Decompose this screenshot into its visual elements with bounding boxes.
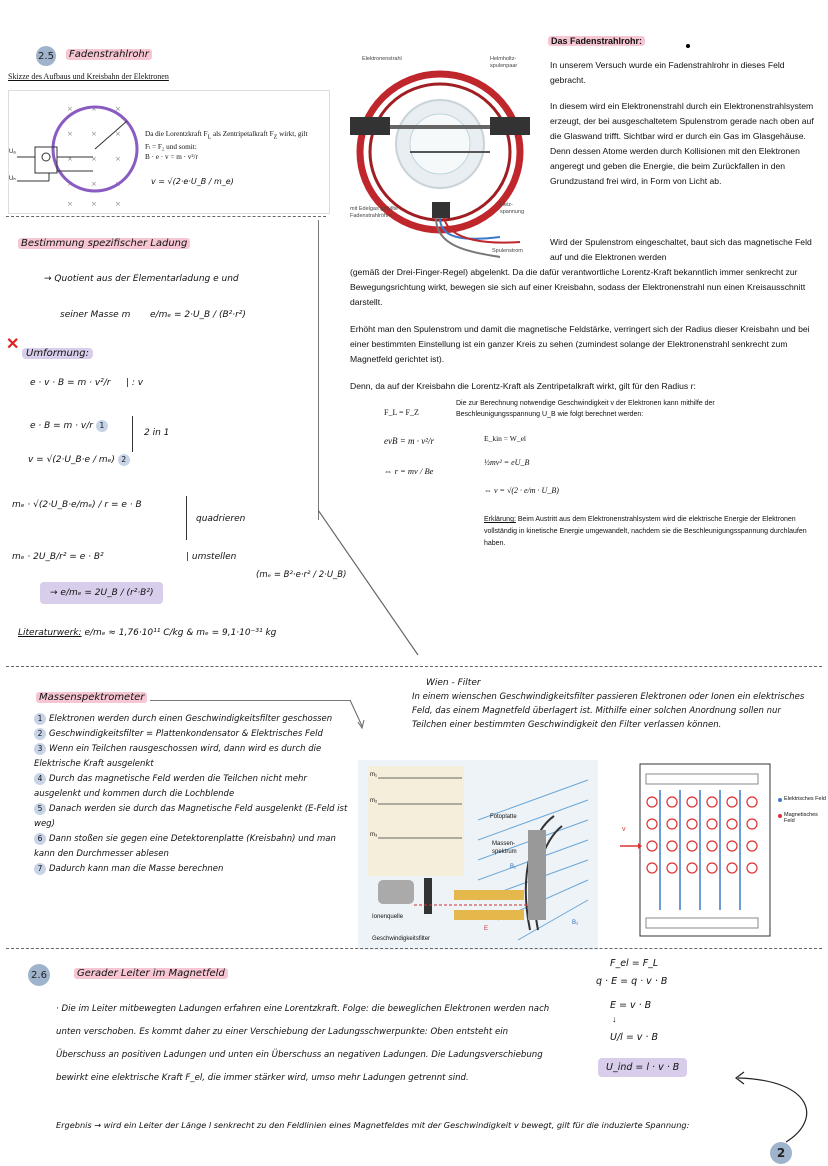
fadenstrahlrohr-diagram	[340, 52, 535, 262]
svg-text:×: ×	[91, 155, 97, 163]
eq-bracket	[132, 416, 133, 452]
sketch-caption: Skizze des Aufbaus und Kreisbahn der Elektronen	[8, 72, 169, 81]
leiter-f1: F_el = F_L	[610, 958, 659, 969]
leiter-f4: U/l = v · B	[610, 1032, 658, 1043]
eq-4-bar	[186, 496, 187, 540]
eq-4-note: quadrieren	[196, 514, 246, 524]
massenspektrometer-figure	[358, 760, 598, 950]
label-m1: m₁	[370, 772, 378, 778]
eq-1: e · v · B = m · v²/r	[30, 378, 111, 388]
vertical-divider	[318, 220, 319, 520]
label-ua: Uₐ	[9, 149, 16, 155]
page-number: 2	[770, 1142, 792, 1164]
massenspektrometer-svg	[358, 760, 598, 950]
leiter-title: Gerader Leiter im Magnetfeld	[74, 968, 228, 979]
formula-evb: evB = m · v²/r	[384, 436, 435, 446]
svg-text:×: ×	[115, 180, 121, 188]
formula-half-mv2: ½mv² = eU_B	[484, 458, 530, 467]
velocity-note: Die zur Berechnung notwendige Geschwindigkeit v der Elektronen kann mithilfe der Beschleunigungsspannung U_B wie folgt berechnet werden:	[456, 400, 715, 418]
list-item: 7 Dadurch kann man die Masse berechnen	[34, 862, 354, 877]
leiter-paragraph: · Die im Leiter mitbewegten Ladungen erfahren eine Lorentzkraft. Folge: die beweglichen Elektronen werden nach unten verschoben. Es kommt daher zu einer Verschiebung der Ladungsschwerpunkte: Oben entsteht ein Überschuss an positiven Ladungen und unten ein Überschuss an negativen Ladungen. Die Ladungsverschiebung bewirkt eine elektrische Kraft F_el, die immer stärker wird, umso mehr Ladungen getrennt sind.	[56, 1004, 550, 1083]
list-item: 6 Dann stoßen sie gegen eine Detektorenplatte (Kreisbahn) und man kann den Durchmesser ablesen	[34, 834, 336, 859]
svg-text:×: ×	[91, 130, 97, 138]
spez-line2a: seiner Masse m	[60, 310, 131, 320]
eq-1-note: | : v	[126, 378, 144, 388]
eq-6-result: → e/mₑ = 2U_B / (r²·B²)	[40, 582, 163, 604]
label-fotoplatte: Fotoplatte	[490, 814, 517, 820]
label-m3: m₃	[370, 832, 378, 838]
divider-3	[6, 948, 822, 949]
formula-v: ⇔ v = √(2 · e/m · U_B)	[484, 486, 559, 495]
svg-text:×: ×	[91, 180, 97, 188]
fadenstrahlrohr-svg	[340, 52, 535, 262]
down-arrow-icon: ↓	[612, 1014, 617, 1024]
section-badge-2-6: 2.6	[28, 964, 50, 986]
label-v: v	[622, 826, 626, 833]
divider-diagonal	[318, 510, 428, 660]
sketch-formula-v: v = √(2·e·U_B / m_e)	[151, 177, 234, 186]
section-title-fadenstrahlrohr: Fadenstrahlrohr	[66, 49, 152, 60]
para-3a: Wird der Spulenstrom eingeschaltet, baut sich das magnetische Feld auf und die Elektronen werden	[550, 237, 812, 262]
svg-text:×: ×	[67, 180, 73, 188]
label-e: E	[484, 926, 489, 932]
label-heizspannung: Heiz-spannung	[500, 202, 525, 215]
massen-title: Massenspektrometer	[36, 692, 147, 703]
list-item: 5 Danach werden sie durch das Magnetische Feld ausgelenkt (E-Feld ist weg)	[34, 804, 348, 829]
para-2: In diesem wird ein Elektronenstrahl durch ein Elektronenstrahlsystem erzeugt, der bei ausgeschaltetem Spulenstrom gerade nach oben auf die Glaswand trifft. Sichtbar wird er durch ein Gas im Glasgehäuse. Denn dessen Atome werden durch Kollisionen mit den Elektronen angeregt und geben die Energie, die beim Zurückfallen in den Grundzustand frei wird, in Form von Licht ab.	[550, 101, 814, 186]
svg-text:×: ×	[115, 105, 121, 113]
massen-list	[34, 712, 354, 877]
sketch-figure	[8, 90, 330, 214]
para-5: Denn, da auf der Kreisbahn die Lorentz-Kraft als Zentripetalkraft wirkt, gilt für den Radius r:	[350, 381, 696, 391]
label-uh: Uₕ	[9, 176, 16, 182]
svg-text:×: ×	[115, 130, 121, 138]
label-massenspektrum: Massen-spektrum	[492, 841, 517, 855]
label-helmholtz: Helmholtz-spulenpaar	[490, 56, 518, 69]
list-item: 4 Durch das magnetische Feld werden die Teilchen nicht mehr ausgelenkt und kommen durch die Lochblende	[34, 774, 307, 799]
section-badge-2-5: 2.5	[36, 46, 56, 66]
leiter-result: Ergebnis → wird ein Leiter der Länge l senkrecht zu den Feldlinien eines Magnetfeldes mit der Geschwindigkeit v bewegt, gilt für die induzierte Spannung:	[56, 1120, 690, 1130]
wien-title: Wien - Filter	[426, 678, 481, 688]
list-item: 2 Geschwindigkeitsfilter = Plattenkondensator & Elektrisches Feld	[34, 727, 354, 742]
eq-5: mₑ · 2U_B/r² = e · B²	[12, 552, 104, 562]
divider-2	[6, 666, 822, 667]
curved-arrow	[726, 1070, 826, 1150]
dot-mark	[686, 44, 690, 48]
formula-ekin: E_kin = W_el	[484, 434, 527, 443]
eq-5-note: | umstellen	[186, 552, 237, 562]
svg-text:×: ×	[91, 200, 97, 208]
massen-title-line	[150, 700, 350, 701]
para-1: In unserem Versuch wurde ein Fadenstrahlrohr in dieses Feld gebracht.	[550, 60, 785, 85]
leiter-f5: U_ind = l · v · B	[598, 1058, 687, 1077]
svg-text:×: ×	[115, 155, 121, 163]
wien-filter-svg	[620, 760, 826, 940]
svg-text:×: ×	[67, 155, 73, 163]
list-item: 3 Wenn ein Teilchen rausgeschossen wird, dann wird es durch die Elektrische Kraft ausgelenkt	[34, 744, 322, 769]
formula-r: ⇔ r = mv / Be	[384, 466, 434, 476]
explanation: Erklärung: Beim Austritt aus dem Elektronenstrahlsystem wird die elektrische Energie der Elektronen vollständig in kinetische Energie umgewandelt, nachdem sie die Beschleunigungsspannung durchlaufen haben.	[484, 516, 807, 547]
divider-1	[6, 216, 326, 217]
umformung-label: Umformung:	[22, 348, 93, 359]
eq-4: mₑ · √(2·U_B·e/mₑ) / r = e · B	[12, 500, 142, 510]
spez-title: Bestimmung spezifischer Ladung	[18, 238, 190, 249]
label-edelgas: mit Edelgas gefüllte Fadenstrahlröhre	[350, 206, 398, 219]
eq-2: e · B = m · v/r 1	[30, 420, 111, 432]
label-elektrisches-feld: Elektrisches Feld	[784, 796, 826, 802]
svg-text:×: ×	[67, 105, 73, 113]
para-4: Erhöht man den Spulenstrom und damit die magnetische Feldstärke, verringert sich der Radius dieser Kreisbahn und bei einer bestimmten Einstellung ist ein ganzer Kreis zu sehen (zumindest solange der Elektronenstrahl senkrecht zum Magnetfeld gerichtet ist).	[350, 324, 810, 364]
spez-line1: → Quotient aus der Elementarladung e und	[44, 274, 239, 284]
wien-text: In einem wienschen Geschwindigkeitsfilter passieren Elektronen oder Ionen ein elektrisches Feld, das einem Magnetfeld überlagert ist. Mithilfe einer solchen Anordnung sollen nur Teilchen einer bestimmten Geschwindigkeit den Filter verlassen können.	[412, 692, 805, 730]
label-geschwindigkeitsfilter: Geschwindigkeitsfilter	[372, 936, 431, 942]
eq-3: v = √(2·U_B·e / mₑ) 2	[28, 454, 133, 466]
svg-text:×: ×	[67, 200, 73, 208]
label-spulenstrom: Spulenstrom	[492, 248, 523, 254]
list-item: 1 Elektronen werden durch einen Geschwindigkeitsfilter geschossen	[34, 712, 354, 727]
leiter-f2: q · E = q · v · B	[596, 976, 668, 987]
label-ionenquelle: Ionenquelle	[372, 914, 404, 920]
wien-filter-figure	[620, 760, 826, 940]
svg-text:×: ×	[91, 105, 97, 113]
spez-line2b: e/mₑ = 2·U_B / (B²·r²)	[150, 310, 246, 320]
para-3b: (gemäß der Drei-Finger-Regel) abgelenkt. Da die dafür verantwortliche Lorentz-Kraft bekanntlich immer senkrecht zur Bewegungsrichtung wirkt, bewegen sie sich auf einer Kreisbahn, sodass der Elektronenstrahl nun einen Kreisausschnitt darstellt.	[350, 267, 806, 307]
label-magnetisches-feld: Magnetisches Feld	[784, 812, 818, 824]
label-m2: m₂	[370, 798, 378, 804]
label-elektronenstrahl: Elektronenstrahl	[362, 56, 402, 62]
sketch-explanation: Da die Lorentzkraft $F_L$ als Zentripetalkraft $F_Z$ wirkt, gilt Fₗ = F₂ und somit: B · e · v = m · v²/r	[145, 130, 308, 162]
eq-2in1: 2 in 1	[144, 428, 170, 438]
label-b2: B₂	[572, 920, 579, 926]
formula-fl-fz: F_L = F_Z	[384, 408, 419, 417]
label-b1: B₁	[510, 864, 517, 870]
svg-text:×: ×	[67, 130, 73, 138]
eq-5-side: (mₑ = B²·e·r² / 2·U_B)	[256, 570, 347, 580]
leiter-f3: E = v · B	[610, 1000, 652, 1011]
literature-value: Literaturwerk: e/mₑ ≈ 1,76·10¹¹ C/kg & mₑ = 9,1·10⁻³¹ kg	[18, 628, 277, 638]
svg-text:×: ×	[115, 200, 121, 208]
fadenstrahlrohr-heading: Das Fadenstrahlrohr:	[548, 36, 645, 46]
cross-mark-icon: ✕	[6, 336, 20, 353]
